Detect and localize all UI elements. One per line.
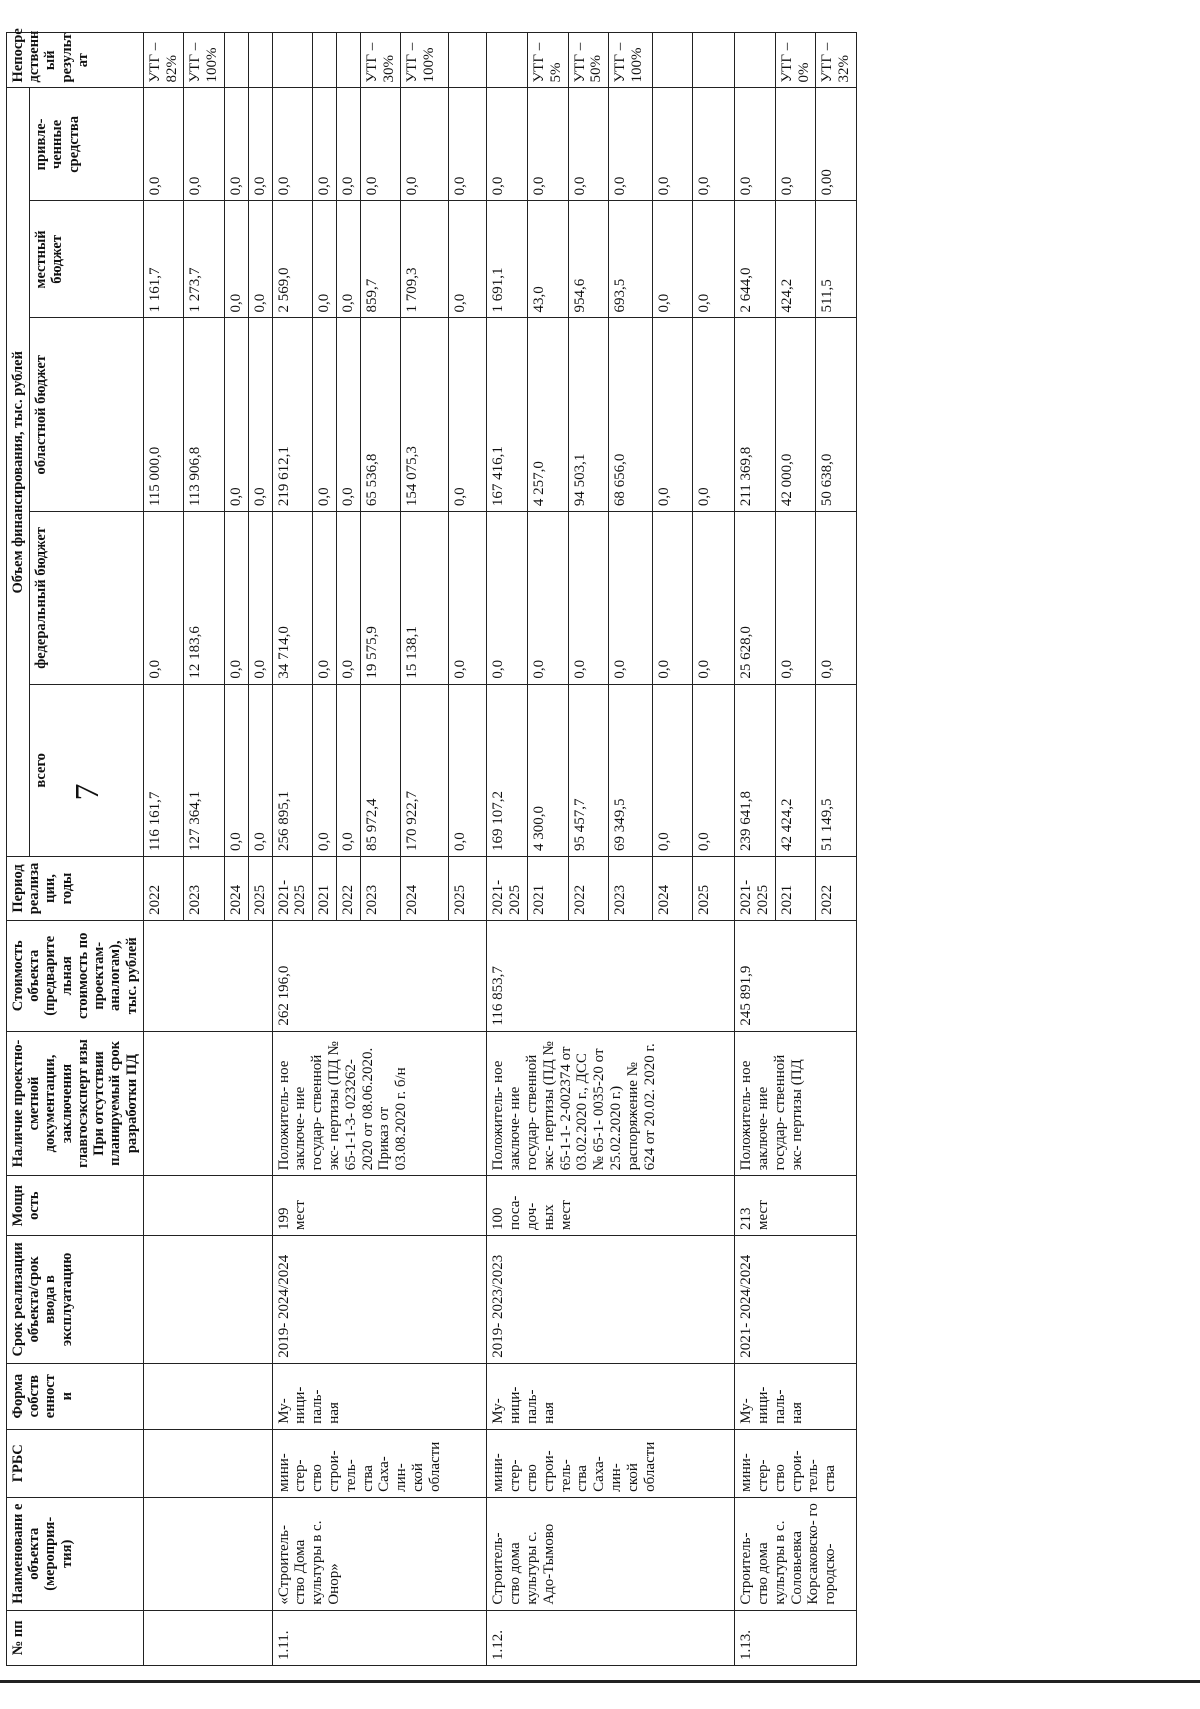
direct-result <box>487 33 528 88</box>
funding-total: 85 972,4 <box>360 684 401 856</box>
header-result: Непосре дственн ый результ ат <box>7 33 144 88</box>
object-cost: 245 891,9 <box>735 920 857 1031</box>
funding-attracted: 0,0 <box>360 88 401 201</box>
funding-regional: 42 000,0 <box>775 318 816 512</box>
funding-regional: 0,0 <box>449 318 487 512</box>
object-capacity <box>143 1176 272 1236</box>
funding-local: 0,0 <box>313 201 337 318</box>
header-cost: Стоимость объекта (предварите льная стоимость по проектам- аналогам), тыс. рублей <box>7 920 144 1031</box>
rotated-page <box>0 20 1108 1700</box>
funding-federal: 0,0 <box>143 512 184 684</box>
object-grbs: мини- стер- ство строи- тель- ства Саха- лин- ской области <box>487 1429 735 1497</box>
funding-total: 42 424,2 <box>775 684 816 856</box>
object-psd-status <box>143 1031 272 1176</box>
table-row <box>272 33 313 1666</box>
funding-attracted: 0,0 <box>184 88 225 201</box>
period-year: 2024 <box>225 857 249 921</box>
funding-attracted: 0,0 <box>528 88 569 201</box>
header-local: местный бюджет <box>30 201 144 318</box>
funding-federal: 0,0 <box>225 512 249 684</box>
header-ownership: Форма собств енност и <box>7 1363 144 1429</box>
object-number: 1.12. <box>487 1610 735 1665</box>
header-name: Наименовани е объекта (мероприя- тия) <box>7 1497 144 1610</box>
object-capacity: 100 поса- доч- ных мест <box>487 1176 735 1236</box>
funding-regional: 113 906,8 <box>184 318 225 512</box>
funding-total: 95 457,7 <box>568 684 609 856</box>
funding-federal: 25 628,0 <box>735 512 776 684</box>
direct-result: УТГ – 30% <box>360 33 401 88</box>
period-year: 2022 <box>143 857 184 921</box>
direct-result: УТГ – 82% <box>143 33 184 88</box>
direct-result <box>313 33 337 88</box>
direct-result <box>248 33 272 88</box>
funding-attracted: 0,0 <box>735 88 776 201</box>
header-num: № пп <box>7 1610 144 1665</box>
header-federal: федеральный бюджет <box>30 512 144 684</box>
funding-total: 116 161,7 <box>143 684 184 856</box>
funding-local: 0,0 <box>653 201 693 318</box>
funding-regional: 115 000,0 <box>143 318 184 512</box>
funding-local: 43,0 <box>528 201 569 318</box>
object-psd-status: Положитель- ное заключе- ние государ- ственной экс- пертизы (ПД № 65-1-1-3- 023262-2020 от 08.06.2020. Приказ от 03.08.2020 г. б/н <box>272 1031 487 1176</box>
direct-result <box>735 33 776 88</box>
direct-result <box>337 33 361 88</box>
object-grbs: мини- стер- ство строи- тель- ства <box>735 1429 857 1497</box>
header-psd: Наличие проектно- сметной документации, заключения главгосэксперт изы При отсутствии планируемый срок разработки ПД <box>7 1031 144 1176</box>
table-body <box>143 33 856 1666</box>
direct-result <box>449 33 487 88</box>
header-attracted: привле- ченные средства <box>30 88 144 201</box>
funding-federal: 15 138,1 <box>401 512 449 684</box>
funding-total: 239 641,8 <box>735 684 776 856</box>
funding-regional: 68 656,0 <box>609 318 653 512</box>
funding-regional: 219 612,1 <box>272 318 313 512</box>
funding-local: 1 691,1 <box>487 201 528 318</box>
funding-regional: 211 369,8 <box>735 318 776 512</box>
table-row <box>735 33 776 1666</box>
object-name <box>143 1497 272 1610</box>
funding-total: 0,0 <box>225 684 249 856</box>
funding-attracted: 0,0 <box>248 88 272 201</box>
funding-federal: 0,0 <box>775 512 816 684</box>
object-term <box>143 1235 272 1363</box>
funding-regional: 94 503,1 <box>568 318 609 512</box>
funding-local: 693,5 <box>609 201 653 318</box>
period-year: 2024 <box>653 857 693 921</box>
period-year: 2025 <box>248 857 272 921</box>
funding-total: 0,0 <box>337 684 361 856</box>
funding-total: 127 364,1 <box>184 684 225 856</box>
direct-result: УТГ – 32% <box>816 33 857 88</box>
funding-local: 1 161,7 <box>143 201 184 318</box>
page-number: 7 <box>69 783 106 801</box>
funding-total: 4 300,0 <box>528 684 569 856</box>
object-term: 2019- 2023/2023 <box>487 1235 735 1363</box>
funding-local: 2 644,0 <box>735 201 776 318</box>
funding-attracted: 0,0 <box>609 88 653 201</box>
funding-attracted: 0,0 <box>449 88 487 201</box>
header-regional: областной бюджет <box>30 318 144 512</box>
funding-total: 256 895,1 <box>272 684 313 856</box>
object-ownership: Му- ници- паль- ная <box>735 1363 857 1429</box>
period-year: 2021 <box>313 857 337 921</box>
funding-attracted: 0,0 <box>775 88 816 201</box>
funding-attracted: 0,0 <box>225 88 249 201</box>
funding-total: 169 107,2 <box>487 684 528 856</box>
funding-regional: 0,0 <box>653 318 693 512</box>
funding-federal: 0,0 <box>487 512 528 684</box>
funding-local: 0,0 <box>337 201 361 318</box>
funding-local: 424,2 <box>775 201 816 318</box>
funding-total: 0,0 <box>248 684 272 856</box>
funding-local: 511,5 <box>816 201 857 318</box>
funding-total: 170 922,7 <box>401 684 449 856</box>
funding-attracted: 0,0 <box>337 88 361 201</box>
period-year: 2024 <box>401 857 449 921</box>
funding-federal: 12 183,6 <box>184 512 225 684</box>
funding-regional: 0,0 <box>693 318 735 512</box>
funding-regional: 4 257,0 <box>528 318 569 512</box>
table-header <box>7 28 144 1666</box>
direct-result <box>272 33 313 88</box>
header-capacity: Мощн ость <box>7 1176 144 1236</box>
period-year: 2022 <box>337 857 361 921</box>
direct-result <box>653 33 693 88</box>
direct-result: УТГ – 5% <box>528 33 569 88</box>
header-grbs: ГРБС <box>7 1429 144 1497</box>
object-number: 1.13. <box>735 1610 857 1665</box>
funding-total: 0,0 <box>449 684 487 856</box>
period-year: 2021 <box>528 857 569 921</box>
funding-total: 0,0 <box>693 684 735 856</box>
funding-local: 0,0 <box>693 201 735 318</box>
direct-result: УТГ – 100% <box>609 33 653 88</box>
table-row <box>143 33 184 1666</box>
funding-federal: 0,0 <box>653 512 693 684</box>
funding-regional: 0,0 <box>248 318 272 512</box>
object-capacity: 213 мест <box>735 1176 857 1236</box>
funding-regional: 167 416,1 <box>487 318 528 512</box>
object-cost: 116 853,7 <box>487 920 735 1031</box>
funding-regional: 0,0 <box>313 318 337 512</box>
funding-local: 1 709,3 <box>401 201 449 318</box>
header-funding-group: Объем финансирования, тыс. рублей <box>7 88 30 857</box>
object-term: 2019- 2024/2024 <box>272 1235 487 1363</box>
period-year: 2025 <box>449 857 487 921</box>
object-name: Строитель- ство дома культуры с. Адо-Тымово <box>487 1497 735 1610</box>
funding-federal: 0,0 <box>337 512 361 684</box>
funding-local: 2 569,0 <box>272 201 313 318</box>
table-row <box>487 33 528 1666</box>
funding-attracted: 0,00 <box>816 88 857 201</box>
object-psd-status: Положитель- ное заключе- ние государ- ственной экс- пертизы (ПД <box>735 1031 857 1176</box>
object-cost: 262 196,0 <box>272 920 487 1031</box>
period-year: 2021- 2025 <box>735 857 776 921</box>
funding-federal: 0,0 <box>313 512 337 684</box>
object-number: 1.11. <box>272 1610 487 1665</box>
funding-federal: 34 714,0 <box>272 512 313 684</box>
period-year: 2022 <box>568 857 609 921</box>
funding-federal: 0,0 <box>449 512 487 684</box>
period-year: 2021- 2025 <box>487 857 528 921</box>
header-total: всего <box>30 684 144 856</box>
funding-regional: 154 075,3 <box>401 318 449 512</box>
funding-local: 954,6 <box>568 201 609 318</box>
funding-federal: 0,0 <box>248 512 272 684</box>
object-cost <box>143 920 272 1031</box>
funding-federal: 0,0 <box>693 512 735 684</box>
object-capacity: 199 мест <box>272 1176 487 1236</box>
funding-federal: 19 575,9 <box>360 512 401 684</box>
funding-federal: 0,0 <box>568 512 609 684</box>
object-ownership: Му- ници- паль- ная <box>487 1363 735 1429</box>
direct-result <box>693 33 735 88</box>
funding-attracted: 0,0 <box>401 88 449 201</box>
funding-attracted: 0,0 <box>568 88 609 201</box>
direct-result: УТГ – 100% <box>401 33 449 88</box>
object-name: «Строитель- ство Дома культуры в с. Онор» <box>272 1497 487 1610</box>
object-term: 2021- 2024/2024 <box>735 1235 857 1363</box>
object-grbs: мини- стер- ство строи- тель- ства Саха- лин- ской области <box>272 1429 487 1497</box>
object-name: Строитель- ство дома культуры в с. Соловьевка Корсаковско- го городско- <box>735 1497 857 1610</box>
funding-local: 859,7 <box>360 201 401 318</box>
object-psd-status: Положитель- ное заключе- ние государ- ственной экс- пертизы (ПД № 65-1-1- 2-002374 от 03.02.2020 г., ДСС № 65-1- 0035-20 от 25.02.2020 г.) распоряжение № 624 от 20.02. 2020 г. <box>487 1031 735 1176</box>
program-objects-table <box>6 28 857 1666</box>
direct-result <box>225 33 249 88</box>
period-year: 2022 <box>816 857 857 921</box>
funding-total: 0,0 <box>653 684 693 856</box>
funding-total: 51 149,5 <box>816 684 857 856</box>
funding-attracted: 0,0 <box>693 88 735 201</box>
funding-local: 0,0 <box>225 201 249 318</box>
funding-regional: 0,0 <box>337 318 361 512</box>
period-year: 2023 <box>360 857 401 921</box>
funding-federal: 0,0 <box>609 512 653 684</box>
funding-total: 0,0 <box>313 684 337 856</box>
direct-result: УТГ – 100% <box>184 33 225 88</box>
funding-local: 0,0 <box>248 201 272 318</box>
header-period: Период реализа ции, годы <box>7 857 144 921</box>
funding-local: 1 273,7 <box>184 201 225 318</box>
object-grbs <box>143 1429 272 1497</box>
period-year: 2021- 2025 <box>272 857 313 921</box>
funding-regional: 0,0 <box>225 318 249 512</box>
object-ownership <box>143 1363 272 1429</box>
period-year: 2023 <box>609 857 653 921</box>
funding-attracted: 0,0 <box>487 88 528 201</box>
funding-attracted: 0,0 <box>272 88 313 201</box>
funding-federal: 0,0 <box>528 512 569 684</box>
header-term: Срок реализации объекта/срок ввода в эксплуатацию <box>7 1235 144 1363</box>
funding-attracted: 0,0 <box>653 88 693 201</box>
direct-result: УТГ – 50% <box>568 33 609 88</box>
direct-result: УТГ – 0% <box>775 33 816 88</box>
funding-total: 69 349,5 <box>609 684 653 856</box>
funding-federal: 0,0 <box>816 512 857 684</box>
period-year: 2025 <box>693 857 735 921</box>
object-ownership: Му- ници- паль- ная <box>272 1363 487 1429</box>
object-number <box>143 1610 272 1665</box>
funding-local: 0,0 <box>449 201 487 318</box>
funding-regional: 65 536,8 <box>360 318 401 512</box>
period-year: 2023 <box>184 857 225 921</box>
funding-regional: 50 638,0 <box>816 318 857 512</box>
funding-attracted: 0,0 <box>313 88 337 201</box>
funding-attracted: 0,0 <box>143 88 184 201</box>
period-year: 2021 <box>775 857 816 921</box>
